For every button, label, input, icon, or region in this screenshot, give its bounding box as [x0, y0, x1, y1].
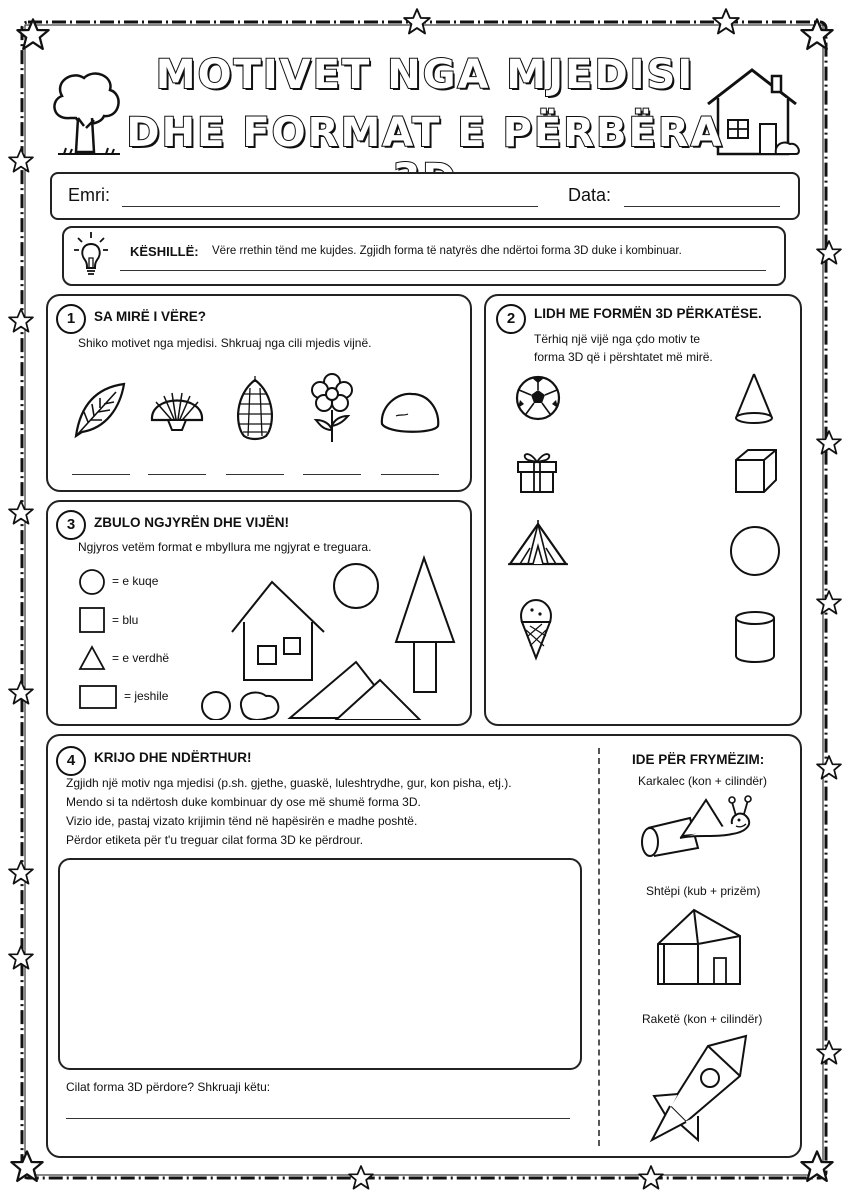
name-date-box — [50, 172, 800, 220]
legend-label: = blu — [112, 613, 139, 627]
section-instruction: Ngjyros vetëm format e mbyllura me ngjyrat e treguara. — [78, 540, 372, 554]
star-icon — [639, 1166, 663, 1189]
rocket-icon — [648, 1032, 752, 1148]
legend-circle — [78, 568, 106, 596]
star-icon — [817, 431, 841, 454]
date-field[interactable] — [624, 206, 780, 207]
tip-box — [62, 226, 786, 286]
idea-label: Shtëpi (kub + prizëm) — [646, 884, 761, 898]
star-icon — [404, 9, 430, 33]
stone-icon — [378, 386, 442, 436]
ideas-title: IDE PËR FRYMËZIM: — [632, 752, 765, 767]
star-icon — [9, 309, 33, 332]
section-title: SA MIRË I VËRE? — [94, 309, 207, 324]
star-icon — [9, 149, 33, 172]
legend-label: = e kuqe — [112, 574, 159, 588]
section-instruction-line1: Tërhiq një vijë nga çdo motiv te — [534, 332, 701, 346]
star-icon — [713, 9, 739, 33]
section-title: ZBULO NGJYRËN DHE VIJËN! — [94, 515, 290, 530]
answer-line[interactable] — [381, 474, 439, 475]
section-number: 1 — [56, 304, 86, 334]
gift-box-icon[interactable] — [514, 446, 560, 496]
legend-triangle — [78, 644, 106, 672]
cylinder-icon[interactable] — [732, 608, 778, 666]
star-icon — [9, 861, 33, 884]
star-icon — [817, 1041, 841, 1064]
flower-icon — [308, 370, 356, 444]
section-1 — [46, 294, 472, 492]
cone-icon[interactable] — [730, 370, 778, 428]
date-label: Data: — [568, 185, 612, 205]
sphere-icon[interactable] — [728, 524, 782, 578]
tip-text: Vëre rrethin tënd me kujdes. Zgjidh forma të natyrës dhe ndërtoi forma 3D duke i kombinuar. — [212, 245, 682, 257]
section-4 — [46, 734, 802, 1158]
section-title: KRIJO DHE NDËRTHUR! — [94, 750, 252, 765]
cube-icon[interactable] — [730, 446, 780, 496]
lightbulb-icon — [74, 232, 108, 280]
tip-label: KËSHILLË: — [130, 244, 199, 259]
page-title-line2: DHE FORMAT E PËRBËRA — [126, 110, 724, 156]
coloring-shapes[interactable] — [196, 554, 466, 720]
section-line: Zgjidh një motiv nga mjedisi (p.sh. gjethe, guaskë, luleshtrydhe, gur, kon pisha, etj.). — [66, 776, 512, 790]
question-label: Cilat forma 3D përdore? Shkruaji këtu: — [66, 1080, 271, 1094]
section-number: 2 — [496, 304, 526, 334]
idea-label: Raketë (kon + cilindër) — [642, 1012, 763, 1026]
star-icon — [817, 241, 841, 264]
section-title: LIDH ME FORMËN 3D PËRKATËSE. — [534, 306, 762, 321]
star-icon — [817, 591, 841, 614]
answer-field[interactable] — [66, 1118, 570, 1119]
shell-icon — [148, 380, 206, 438]
legend-label: = jeshile — [124, 689, 169, 703]
name-field[interactable] — [122, 206, 538, 207]
pinecone-icon — [230, 374, 280, 442]
star-icon — [9, 501, 33, 524]
section-instruction-line2: forma 3D që i përshtatet më mirë. — [534, 350, 713, 364]
section-3 — [46, 500, 472, 726]
section-line: Përdor etiketa për t'u treguar cilat forma 3D ke përdrour. — [66, 833, 364, 847]
answer-line[interactable] — [72, 474, 130, 475]
page-title-line1: MOTIVET NGA MJEDISI — [155, 52, 695, 98]
section-number: 4 — [56, 746, 86, 776]
section-2 — [484, 294, 802, 726]
name-label: Emri: — [68, 185, 110, 205]
star-icon — [349, 1166, 373, 1189]
legend-square — [78, 606, 106, 634]
divider — [598, 748, 600, 1146]
snail-icon — [636, 794, 760, 864]
answer-line[interactable] — [226, 474, 284, 475]
answer-line[interactable] — [148, 474, 206, 475]
star-icon — [801, 19, 832, 48]
soccer-ball-icon[interactable] — [514, 374, 562, 422]
legend-rectangle — [78, 684, 118, 710]
star-icon — [817, 756, 841, 779]
section-line: Mendo si ta ndërtosh duke kombinuar dy ose më shumë forma 3D. — [66, 795, 421, 809]
section-line: Vizio ide, pastaj vizato krijimin tënd në hapësirën e madhe poshtë. — [66, 814, 418, 828]
ice-cream-icon[interactable] — [516, 596, 556, 662]
tent-icon[interactable] — [506, 518, 570, 570]
legend-label: = e verdhë — [112, 651, 170, 665]
idea-label: Karkalec (kon + cilindër) — [638, 774, 768, 788]
answer-line[interactable] — [303, 474, 361, 475]
section-number: 3 — [56, 510, 86, 540]
tip-underline — [120, 270, 766, 271]
star-icon — [801, 1151, 832, 1180]
house-3d-icon — [654, 906, 744, 990]
tree-icon — [44, 66, 126, 162]
leaf-icon — [70, 378, 130, 440]
section-instruction: Shiko motivet nga mjedisi. Shkruaj nga cili mjedis vijnë. — [78, 336, 372, 350]
drawing-area[interactable] — [58, 858, 582, 1070]
